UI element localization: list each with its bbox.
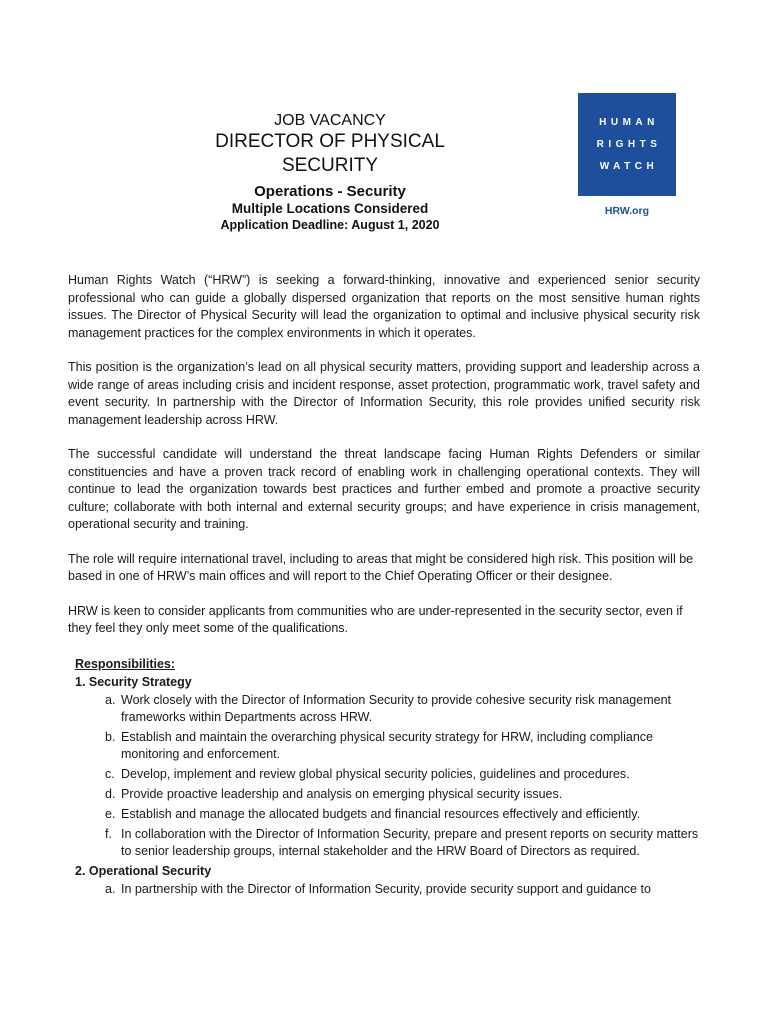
list-item-text: Develop, implement and review global physical security policies, guidelines and procedures. xyxy=(121,767,630,781)
list-marker: b. xyxy=(105,730,116,744)
list-item xyxy=(75,881,705,898)
list-marker: a. xyxy=(105,882,116,896)
security-strategy-list xyxy=(75,692,705,860)
paragraph-candidate: The successful candidate will understand the threat landscape facing Human Rights Defenders or similar constituencies and have a proven track record of enabling work in challenging operational contexts. They will continue to lead the organization towards best practices and further embed and promote a proactive security culture; collaborate with both internal and external security groups; and have experience in crisis management, operational security and training. xyxy=(68,447,700,531)
list-marker: d. xyxy=(105,787,116,801)
list-item xyxy=(75,806,705,823)
responsibilities-title: Responsibilities: xyxy=(75,657,176,671)
header-department: Operations - Security xyxy=(254,183,406,201)
list-item xyxy=(75,729,705,763)
list-item-text: Provide proactive leadership and analysis on emerging physical security issues. xyxy=(121,787,563,801)
paragraph-intro: Human Rights Watch (“HRW”) is seeking a forward-thinking, innovative and experienced senior security professional who can guide a globally dispersed organization that reports on the most sensitive human rights issues. The Director of Physical Security will lead the organization to optimal and inclusive physical security risk management practices for the complex environments in which it operates. xyxy=(68,273,700,340)
list-item-text: Establish and manage the allocated budgets and financial resources effectively and efficiently. xyxy=(121,807,641,821)
header-title-line1: DIRECTOR OF PHYSICAL xyxy=(215,131,445,153)
logo-url: HRW.org xyxy=(604,205,650,217)
list-marker: a. xyxy=(105,693,116,707)
list-item xyxy=(75,826,705,860)
header-job-vacancy: JOB VACANCY xyxy=(274,112,386,129)
operational-security-list xyxy=(75,881,705,898)
list-item-text: Establish and maintain the overarching physical security strategy for HRW, including compliance monitoring and enforcement. xyxy=(121,730,653,761)
logo-word-watch: WATCH xyxy=(599,160,659,172)
list-marker: c. xyxy=(105,767,115,781)
vacancy-header xyxy=(180,112,480,233)
responsibilities-section xyxy=(75,656,705,901)
header-title-line2: SECURITY xyxy=(281,155,379,177)
logo-word-rights: RIGHTS xyxy=(596,138,662,150)
list-item xyxy=(75,692,705,726)
list-item-text: In partnership with the Director of Information Security, provide security support and guidance to xyxy=(121,882,651,896)
section-title-security-strategy: 1. Security Strategy xyxy=(75,675,192,689)
logo-word-human: HUMAN xyxy=(599,116,659,128)
paragraph-inclusion: HRW is keen to consider applicants from communities who are under-represented in the security sector, even if they feel they only meet some of the qualifications. xyxy=(68,603,683,635)
paragraph-travel: The role will require international travel, including to areas that might be considered high risk. This position will be based in one of HRW’s main offices and will report to the Chief Operating Officer or their designee. xyxy=(68,551,694,583)
header-deadline: Application Deadline: August 1, 2020 xyxy=(220,218,440,233)
list-item xyxy=(75,786,705,803)
paragraph-lead: This position is the organization’s lead on all physical security matters, providing support and leadership across a wide range of areas including crisis and incident response, asset protection, programmatic work, travel safety and event security. In partnership with the Director of Information Security, this role provides unified security risk management leadership across HRW. xyxy=(68,360,700,427)
list-marker: e. xyxy=(105,807,116,821)
list-item-text: Work closely with the Director of Information Security to provide cohesive security risk management frameworks within Departments across HRW. xyxy=(121,693,671,724)
list-marker: f. xyxy=(105,827,112,841)
list-item xyxy=(75,766,705,783)
section-title-operational-security: 2. Operational Security xyxy=(75,864,212,878)
hrw-logo xyxy=(578,93,676,196)
list-item-text: In collaboration with the Director of Information Security, prepare and present reports on security matters to senior leadership groups, internal stakeholder and the HRW Board of Directors as required. xyxy=(121,827,699,858)
header-locations: Multiple Locations Considered xyxy=(231,200,429,216)
body-text xyxy=(68,272,700,655)
